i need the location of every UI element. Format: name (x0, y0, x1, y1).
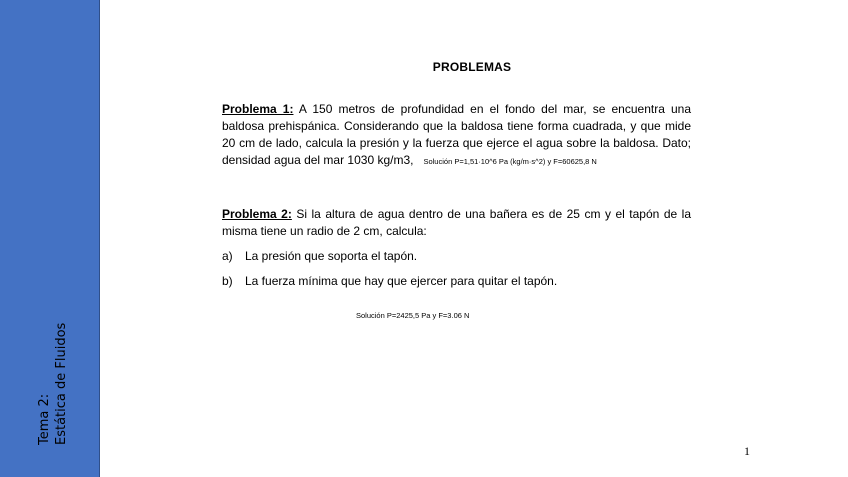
topic-name: Estática de Fluidos (54, 322, 69, 445)
problem-2-text: Si la altura de agua dentro de una bañera es de 25 cm y el tapón de la misma tiene un radio de 2 cm, calcula: (222, 207, 691, 238)
problem-2-item-a (222, 248, 691, 264)
item-text: La fuerza mínima que hay que ejercer para quitar el tapón. (245, 274, 558, 288)
sidebar-title (36, 323, 70, 445)
problem-2-label: Problema 2: (222, 207, 292, 221)
sidebar-panel (0, 0, 100, 477)
problem-1-text: A 150 metros de profundidad en el fondo del mar, se encuentra una baldosa prehispánica. Considerando que la baldosa tiene forma cuadrada, y que mide 20 cm de lado, calcula la presión y la fuerza que ejerce el agua sobre la baldosa. Dato; densidad agua del mar 1030 kg/m3, (222, 102, 691, 167)
problem-1-solution: Solución P=1,51·10^6 Pa (kg/m·s^2) y F=60625,8 N (423, 157, 597, 166)
problem-1-paragraph (222, 101, 691, 170)
problem-2-solution: Solución P=2425,5 Pa y F=3.06 N (356, 311, 470, 320)
page-title: PROBLEMAS (432, 60, 512, 74)
problem-1-label: Problema 1: (222, 102, 294, 116)
problem-2-item-b (222, 273, 691, 289)
topic-number: Tema 2: (37, 393, 52, 445)
item-text: La presión que soporta el tapón. (245, 249, 418, 263)
page-number: 1 (744, 444, 750, 458)
item-marker: a) (222, 249, 233, 263)
item-marker: b) (222, 274, 233, 288)
problem-2-paragraph (222, 206, 691, 240)
